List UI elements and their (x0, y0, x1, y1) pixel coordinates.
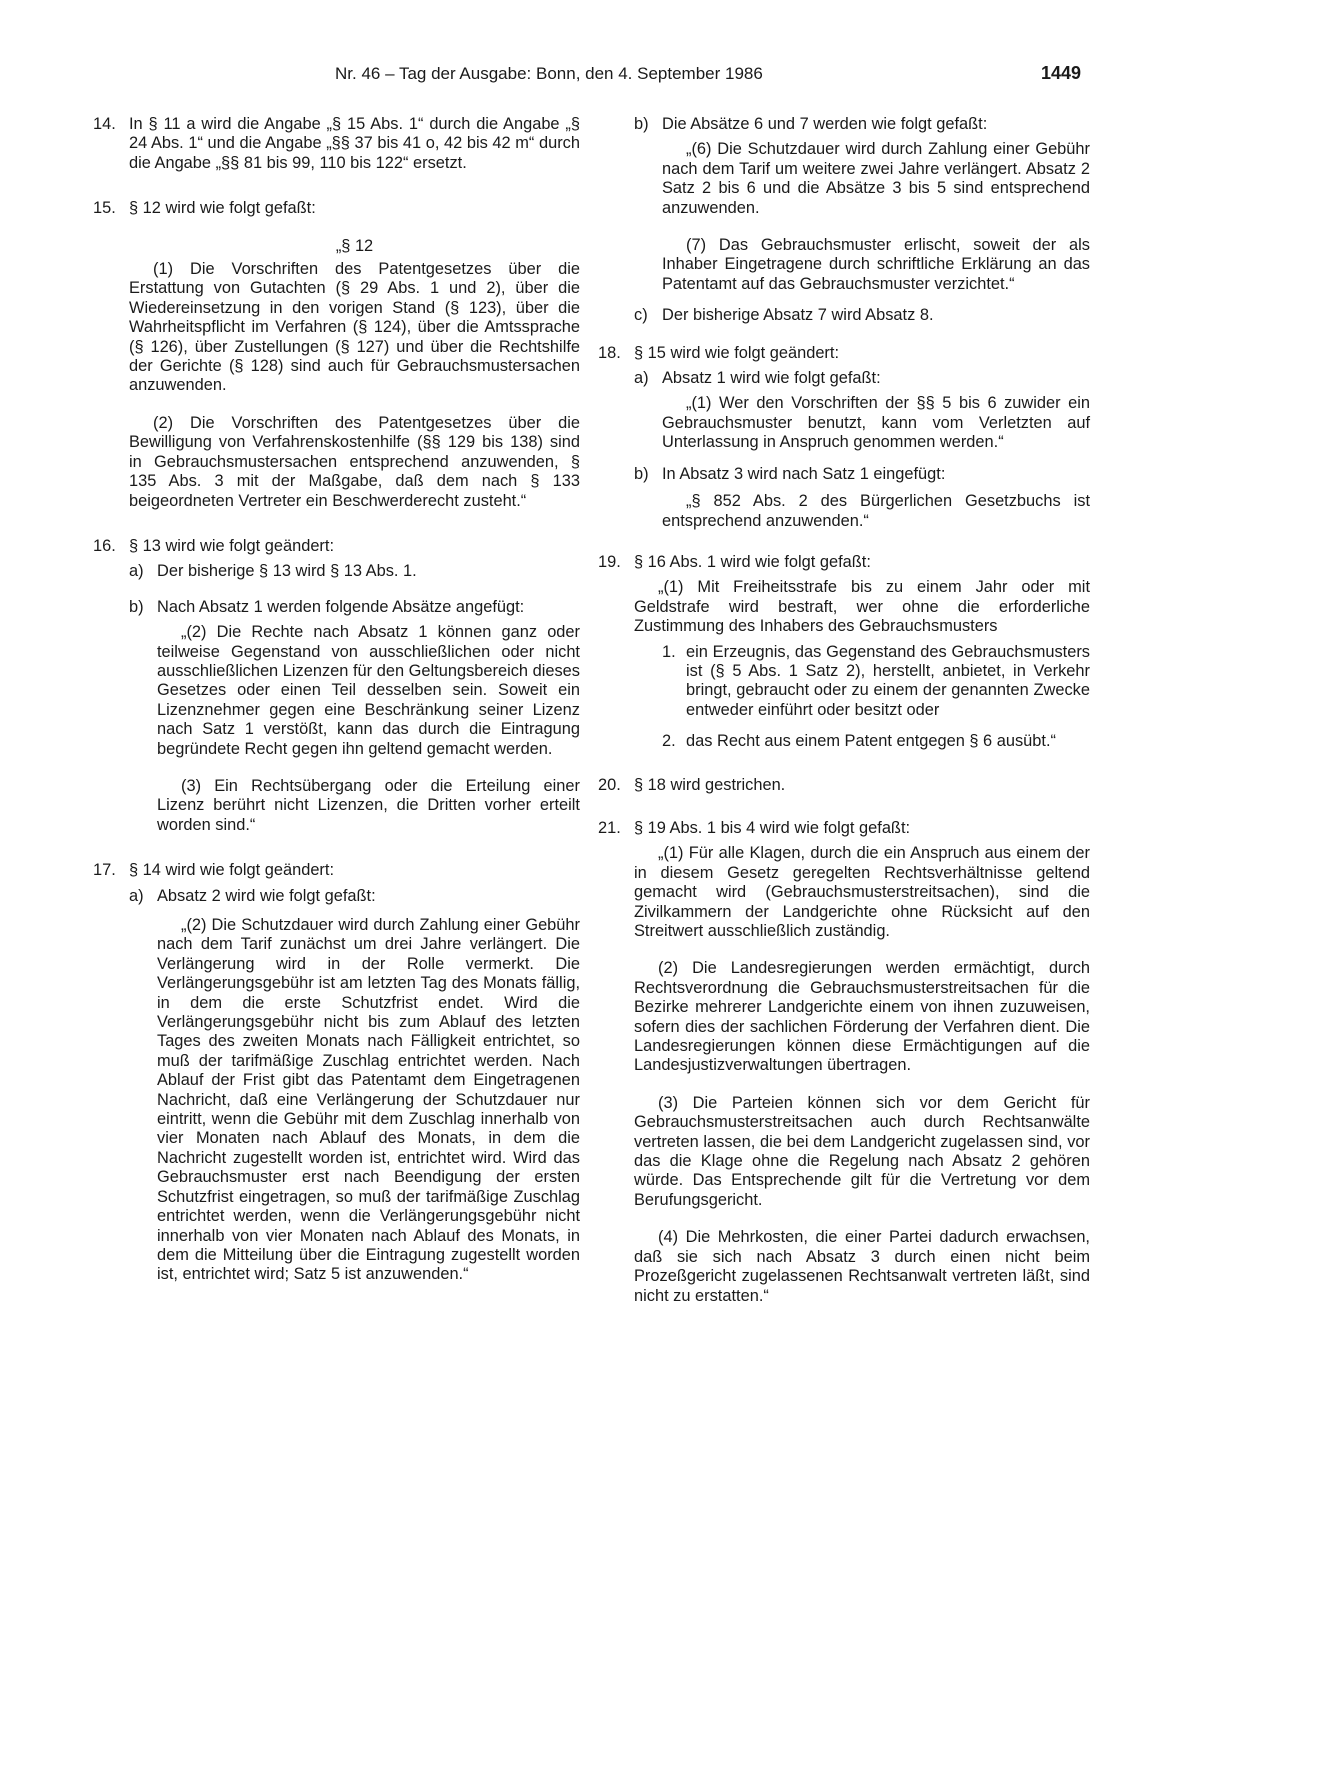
sub-item-text: Absatz 1 wird wie folgt gefaßt: (662, 369, 881, 388)
item-17 (93, 861, 580, 1285)
item-number: 18. (598, 343, 621, 362)
item-number: 17. (93, 861, 116, 880)
item-text: § 15 wird wie folgt geändert: (634, 343, 840, 362)
sub-item-c (634, 306, 1090, 325)
enum-item-1 (662, 643, 1090, 721)
item-18 (598, 344, 1090, 531)
sub-item-letter: b) (634, 464, 649, 483)
quoted-paragraph: (7) Das Gebrauchsmuster erlischt, soweit der als Inhaber Eingetragene durch schriftliche Erklärung an das Patentamt auf das Gebrauchsmuster verzichtet.“ (662, 236, 1090, 293)
quoted-paragraph: „(1) Für alle Klagen, durch die ein Anspruch aus einem der in diesem Gesetz geregelten Rechtsverhältnisse geltend gemacht wird (Gebrauchsmusterstreitsachen), sind die Zivilkammern der Landgerichte ohne Rücksicht auf den Streitwert ausschließlich zuständig. (634, 844, 1090, 940)
item-number: 21. (598, 818, 621, 837)
sub-item-a (129, 887, 580, 1285)
item-number: 16. (93, 536, 116, 555)
sub-item-a (129, 562, 580, 581)
item-20 (598, 776, 1090, 795)
sub-item-a (634, 369, 1090, 453)
sub-item-b (634, 465, 1090, 531)
item-number: 14. (93, 115, 116, 133)
enum-text: ein Erzeugnis, das Gegenstand des Gebrauchsmusters ist (§ 5 Abs. 1 Satz 2), herstellt, anbietet, in Verkehr bringt, gebraucht oder zu einem der genannten Zwecke entweder einführt oder besitzt oder (686, 642, 1090, 719)
sub-item-text: Die Absätze 6 und 7 werden wie folgt gefaßt: (662, 115, 988, 133)
quoted-paragraph: „(2) Die Rechte nach Absatz 1 können ganz oder teilweise Gegenstand von ausschließlichen oder nicht ausschließlichen Lizenzen für den Geltungsbereich dieses Gesetzes oder einen Teil desselben sein. Soweit ein Lizenznehmer gegen eine Beschränkung seiner Lizenz nach Satz 1 verstößt, kann das durch die Eintragung begründete Recht gegen ihn geltend gemacht werden. (157, 623, 580, 758)
item-17-continued (598, 115, 1090, 326)
item-text: § 14 wird wie folgt geändert: (129, 861, 335, 880)
item-text: § 16 Abs. 1 wird wie folgt gefaßt: (634, 552, 871, 571)
item-text: § 12 wird wie folgt gefaßt: (129, 199, 316, 218)
quoted-paragraph: „(1) Wer den Vorschriften der §§ 5 bis 6 zuwider ein Gebrauchsmuster benutzt, kann vom Verletzten auf Unterlassung in Anspruch genommen werden.“ (662, 394, 1090, 452)
quoted-paragraph: (2) Die Landesregierungen werden ermächtigt, durch Rechtsverordnung die Gebrauchsmusterstreitsachen für die Bezirke mehrerer Landgerichte einem von ihnen zuzuweisen, sofern dies der sachlichen Förderung der Verfahren dient. Die Landesregierungen können diese Ermächtigungen auf die Landesjustizverwaltungen übertragen. (634, 959, 1090, 1075)
item-number: 15. (93, 199, 116, 218)
sub-item-letter: b) (634, 115, 649, 133)
paragraph: (2) Die Vorschriften des Patentgesetzes über die Bewilligung von Verfahrenskostenhilfe (§§ 129 bis 138) sind in Gebrauchsmustersachen entsprechend anzuwenden, § 135 Abs. 3 mit der Maßgabe, daß dem nach § 133 beigeordneten Vertreter ein Beschwerderecht zusteht.“ (129, 413, 580, 510)
page-header (0, 64, 1317, 86)
item-14 (93, 115, 580, 173)
sub-item-b (129, 598, 580, 835)
sub-item-text: Absatz 2 wird wie folgt gefaßt: (157, 886, 376, 905)
item-text: § 13 wird wie folgt geändert: (129, 536, 335, 555)
sub-item-b (634, 115, 1090, 294)
item-text: In § 11 a wird die Angabe „§ 15 Abs. 1“ durch die Angabe „§ 24 Abs. 1“ und die Angabe „§§ 37 bis 41 o, 42 bis 42 m“ durch die Angabe „§§ 81 bis 99, 110 bis 122“ ersetzt. (129, 115, 580, 172)
quoted-paragraph: (3) Die Parteien können sich vor dem Gericht für Gebrauchsmusterstreitsachen auch durch Rechtsanwälte vertreten lassen, die bei dem Landgericht zugelassen sind, vor das die Klage ohne die Regelung nach Absatz 2 gehören würde. Das Entsprechende gilt für die Vertretung vor dem Berufungsgericht. (634, 1093, 1090, 1209)
sub-item-text: Der bisherige Absatz 7 wird Absatz 8. (662, 306, 934, 325)
quoted-paragraph: (4) Die Mehrkosten, die einer Partei dadurch erwachsen, daß sie sich nach Absatz 3 durch einen nicht beim Prozeßgericht zugelassenen Rechtsanwalt vertreten läßt, sind nicht zu erstatten.“ (634, 1228, 1090, 1305)
sub-item-letter: a) (129, 886, 144, 905)
item-21 (598, 819, 1090, 1306)
sub-item-text: In Absatz 3 wird nach Satz 1 eingefügt: (662, 464, 946, 483)
sub-item-letter: c) (634, 306, 648, 325)
enum-number: 2. (662, 732, 676, 751)
item-19 (598, 553, 1090, 752)
quoted-paragraph: „(1) Mit Freiheitsstrafe bis zu einem Jahr oder mit Geldstrafe wird bestraft, wer ohne die erforderliche Zustimmung des Inhabers des Gebrauchsmusters (634, 578, 1090, 636)
sub-item-text: Nach Absatz 1 werden folgende Absätze angefügt: (157, 597, 525, 616)
item-number: 20. (598, 775, 621, 794)
item-text: § 19 Abs. 1 bis 4 wird wie folgt gefaßt: (634, 818, 911, 837)
right-column (598, 115, 1090, 1306)
paragraph: (1) Die Vorschriften des Patentgesetzes über die Erstattung von Gutachten (§ 29 Abs. 1 und 2), über die Wiedereinsetzung in den vorigen Stand (§ 123), über die Wahrheitspflicht im Verfahren (§ 124), über die Amtssprache (§ 126), über Zustellungen (§ 127) und über die Rechtshilfe der Gerichte (§ 128) sind auch für Gebrauchsmustersachen anzuwenden. (129, 260, 580, 395)
left-column (93, 115, 580, 1285)
enum-number: 1. (662, 642, 676, 661)
quoted-paragraph: „(6) Die Schutzdauer wird durch Zahlung einer Gebühr nach dem Tarif um weitere zwei Jahre verlängert. Absatz 2 Satz 2 bis 6 und die Absätze 3 bis 5 sind entsprechend anzuwenden. (662, 140, 1090, 217)
quoted-paragraph: „§ 852 Abs. 2 des Bürgerlichen Gesetzbuchs ist entsprechend anzuwenden.“ (662, 492, 1090, 530)
sub-item-text: Der bisherige § 13 wird § 13 Abs. 1. (157, 562, 417, 581)
item-text: § 18 wird gestrichen. (634, 775, 786, 794)
section-heading: „§ 12 (335, 236, 374, 255)
item-number: 19. (598, 552, 621, 571)
page-number: 1449 (1041, 63, 1082, 83)
enum-item-2 (662, 732, 1090, 751)
item-15 (93, 199, 580, 511)
quoted-paragraph: (3) Ein Rechtsübergang oder die Erteilung einer Lizenz berührt nicht Lizenzen, die Dritten vorher erteilt worden sind.“ (157, 776, 580, 834)
sub-item-letter: a) (129, 562, 144, 581)
item-16 (93, 537, 580, 835)
running-title: Nr. 46 – Tag der Ausgabe: Bonn, den 4. September 1986 (335, 64, 763, 83)
enum-text: das Recht aus einem Patent entgegen § 6 ausübt.“ (686, 732, 1056, 751)
sub-item-letter: b) (129, 597, 144, 616)
sub-item-letter: a) (634, 369, 649, 388)
quoted-paragraph: „(2) Die Schutzdauer wird durch Zahlung einer Gebühr nach dem Tarif zunächst um drei Jahre verlängert. Die Verlängerung wird in der Rolle vermerkt. Die Verlängerungsgebühr ist am letzten Tag des Monats fällig, in dem die erste Schutzfrist endet. Wird die Verlängerungsgebühr nicht bis zum Ablauf des letzten Tages des zweiten Monats nach Fälligkeit entrichtet, so muß der tarifmäßige Zuschlag entrichtet werden. Nach Ablauf der Frist gibt das Patentamt dem Eingetragenen Nachricht, daß eine Verlängerung der Schutzdauer nur eintritt, wenn die Gebühr mit dem Zuschlag innerhalb von vier Monaten nach Ablauf des Monats, in dem die Nachricht zugestellt worden ist, entrichtet wird. Wird das Gebrauchsmuster erst nach Beendigung der ersten Schutzfrist eingetragen, so muß der tarifmäßige Zuschlag entrichtet werden, wenn die Verlängerungsgebühr nicht innerhalb von vier Monaten nach Ablauf des Monats, in dem die Mitteilung über die Eintragung zugestellt worden ist, entrichtet wird; Satz 5 ist anzuwenden.“ (157, 916, 580, 1284)
